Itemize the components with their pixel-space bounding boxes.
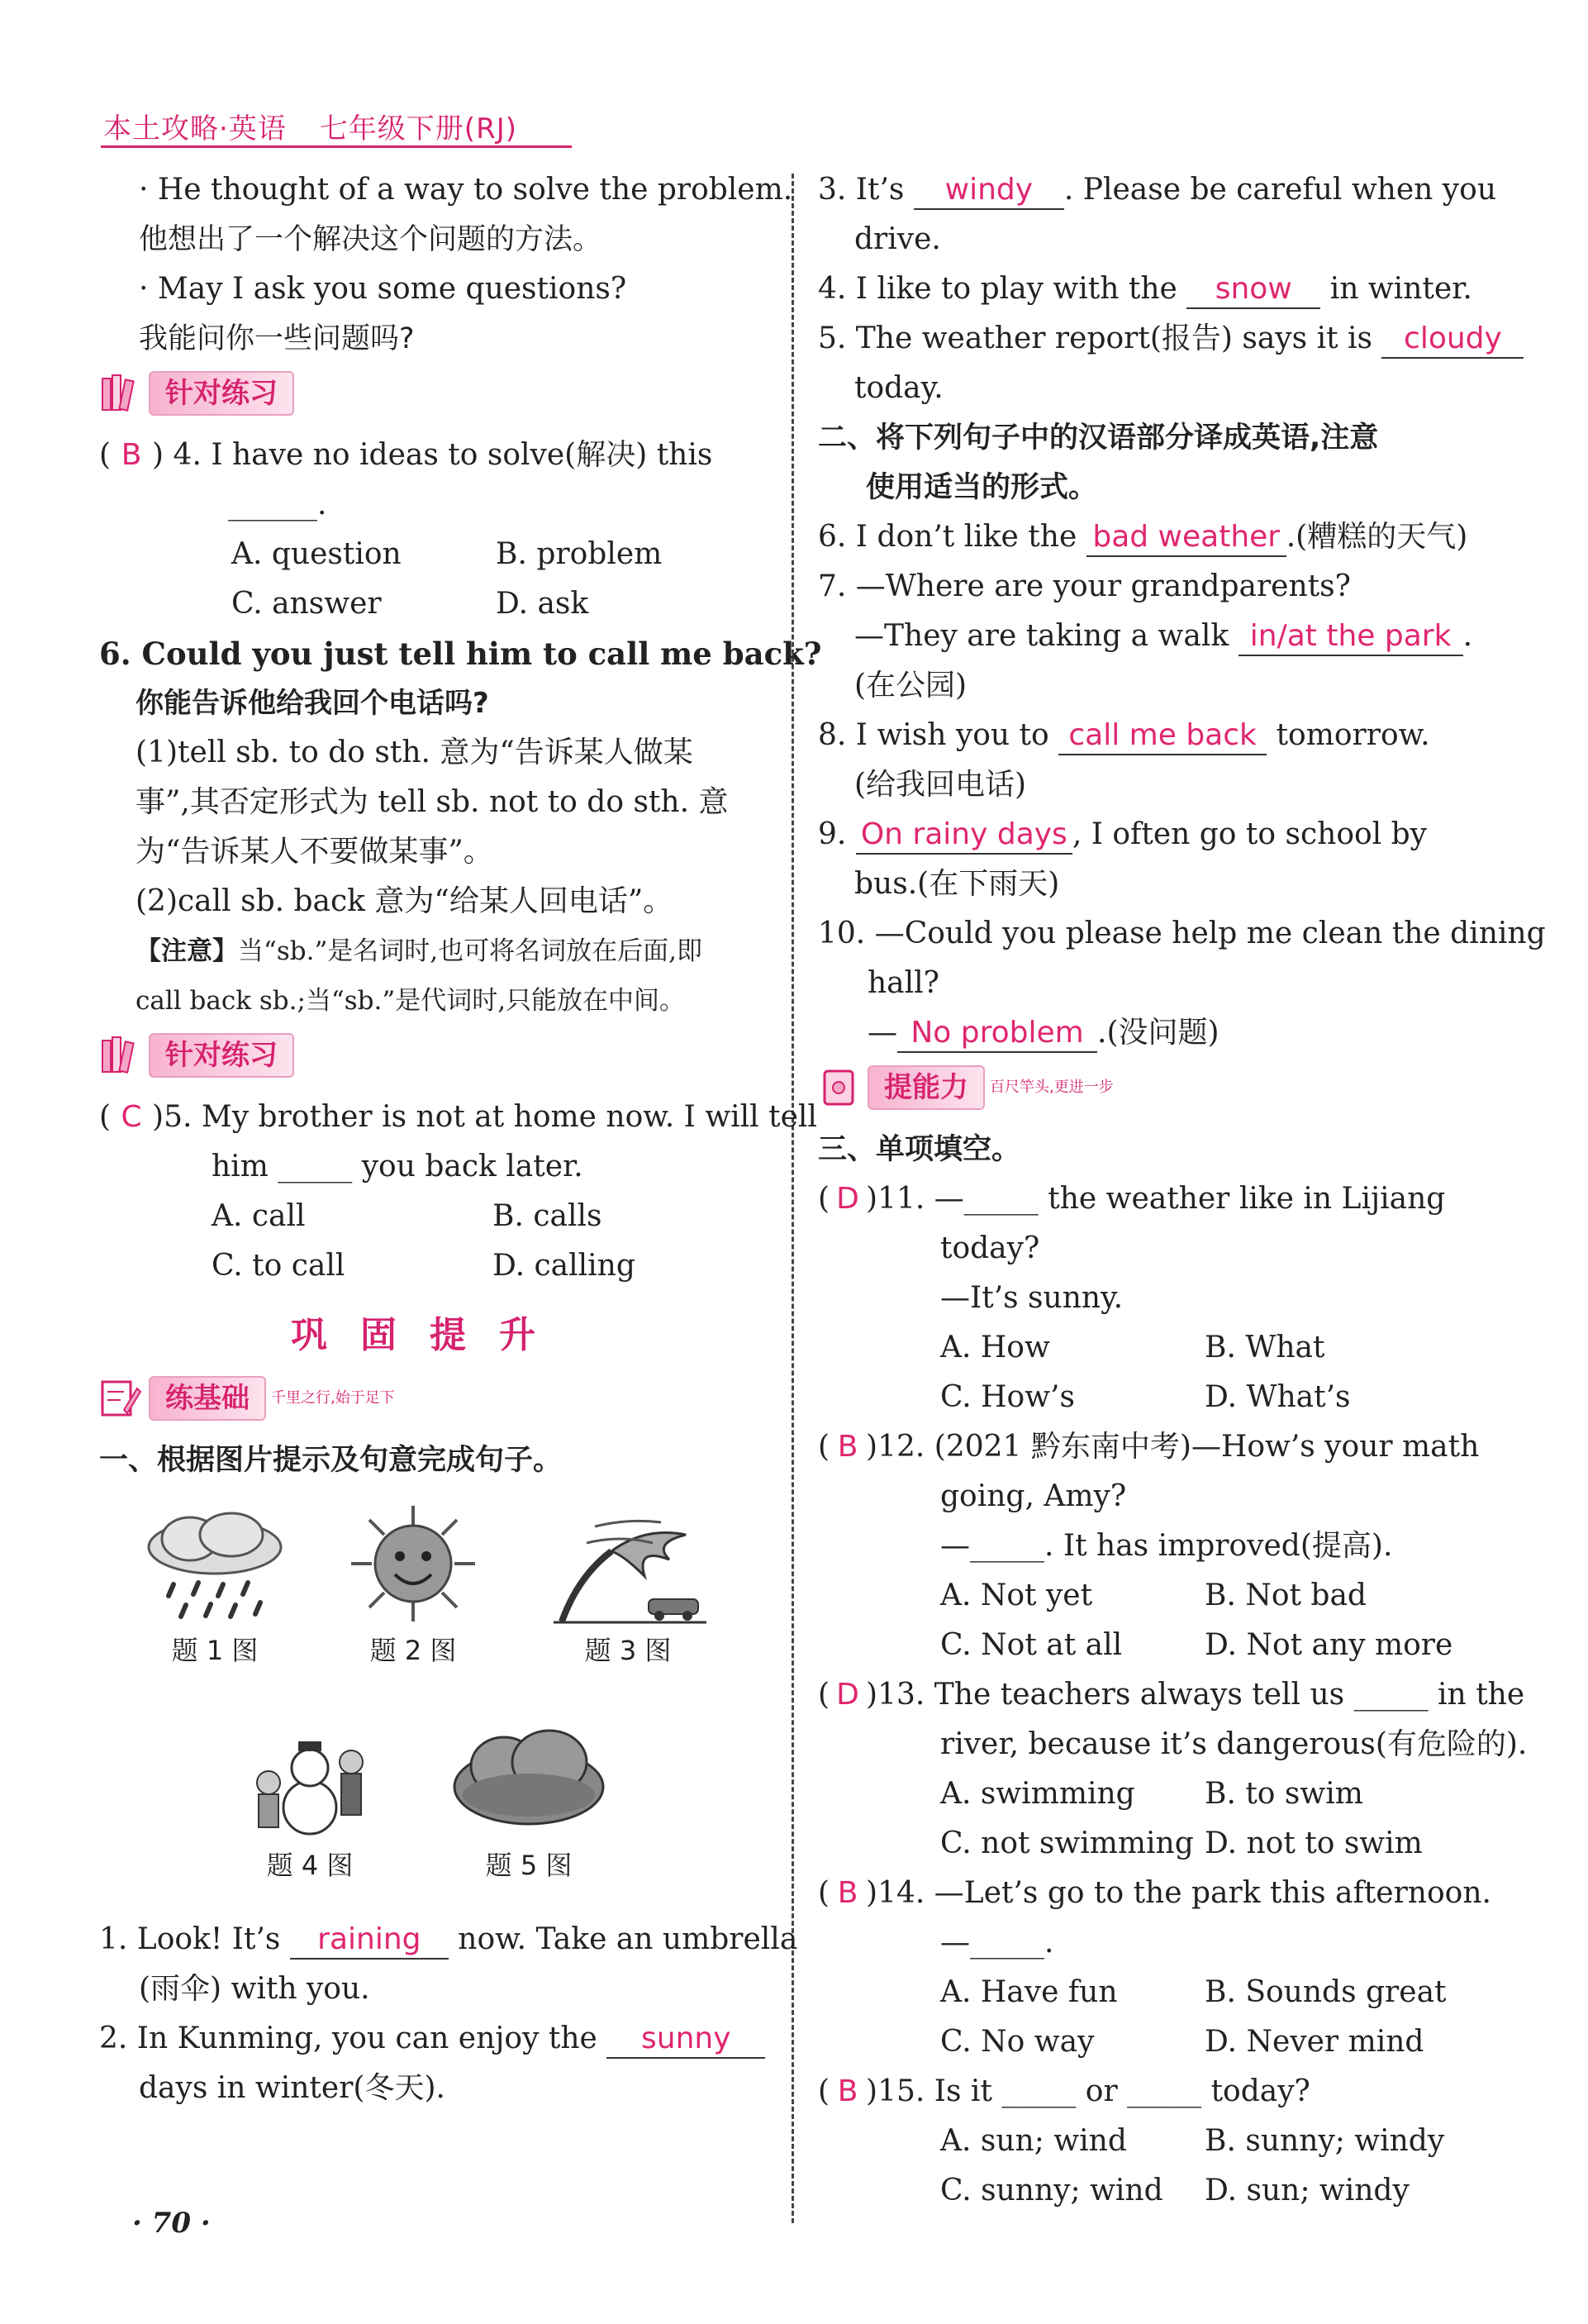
q11-line2: today? [940, 1231, 1040, 1265]
series-title: 本土攻略·英语 [103, 112, 287, 145]
q5-option-b[interactable]: B. calls [492, 1199, 602, 1233]
s2-answer[interactable]: sunny [606, 2021, 765, 2059]
s9-prefix: 9. [818, 817, 847, 851]
q4-option-a[interactable]: A. question [231, 537, 402, 571]
right-column [818, 165, 1546, 2216]
q11-option-d[interactable]: D. What’s [1205, 1380, 1351, 1414]
point-6-line4: (2)call sb. back 意为“给某人回电话”。 [136, 884, 673, 918]
q14-option-b[interactable]: B. Sounds great [1205, 1975, 1447, 2009]
q14-text: )14. —Let’s go to the park this afternoon. [866, 1876, 1491, 1910]
q13-text: )13. The teachers always tell us _____ in the [866, 1678, 1525, 1712]
q5-line2: him _____ you back later. [212, 1150, 583, 1183]
sentence-1 [99, 1915, 798, 1964]
q4-option-d[interactable]: D. ask [496, 587, 589, 621]
sentence-7-cn: (在公园) [854, 669, 968, 702]
q11-text: )11. —_____ the weather like in Lijiang [866, 1182, 1446, 1216]
s9-answer[interactable]: On rainy days [856, 817, 1072, 855]
s10-suffix: .(没问题) [1097, 1016, 1220, 1050]
page-header [103, 106, 517, 146]
q13-options-row1 [818, 1769, 1479, 1819]
header-underline [101, 145, 572, 148]
practice-badge-2 [99, 1032, 294, 1079]
sentence-2 [99, 2014, 760, 2064]
ability-subtitle: 百尺竿头,更进一步 [990, 1079, 1114, 1096]
q13-line2: river, because it’s dangerous(有危险的). [940, 1727, 1528, 1761]
s1-suffix: now. Take an umbrella [458, 1922, 798, 1956]
q12-option-a[interactable]: A. Not yet [940, 1579, 1093, 1612]
q4-options-row2 [99, 579, 760, 629]
s1-prefix: 1. Look! It’s [99, 1922, 281, 1956]
s6-prefix: 6. I don’t like the [818, 520, 1077, 554]
q14-options-row1 [818, 1968, 1479, 2017]
point-6-line2: 事”,其否定形式为 tell sb. not to do sth. 意 [136, 785, 729, 819]
sentence-10: 10. —Could you please help me clean the dining [818, 917, 1546, 950]
q5-text: )5. My brother is not at home now. I will tell [152, 1100, 817, 1134]
q15-option-c[interactable]: C. sunny; wind [940, 2174, 1163, 2207]
scroll-icon [818, 1066, 861, 1109]
sentence-5-cont: today. [854, 371, 944, 405]
s7-answer[interactable]: in/at the park [1239, 618, 1463, 656]
example-1-en: · He thought of a way to solve the problem. [139, 173, 793, 207]
left-column [99, 165, 822, 2113]
q12-option-d[interactable]: D. Not any more [1205, 1628, 1453, 1662]
s9-suffix: , I often go to school by [1072, 817, 1428, 851]
q12-line2: going, Amy? [940, 1479, 1127, 1513]
section-title: 巩固提升 [291, 1314, 568, 1356]
q11-option-c[interactable]: C. How’s [940, 1380, 1075, 1414]
sentence-1-cont: (雨伞) with you. [139, 1972, 370, 2006]
q11-line3: —It’s sunny. [940, 1281, 1124, 1315]
s8-prefix: 8. I wish you to [818, 718, 1049, 752]
sentence-3 [818, 165, 1497, 215]
q14-options-row2 [818, 2017, 1479, 2067]
q4-tail: ______. [228, 488, 327, 521]
ability-label: 提能力 [868, 1065, 985, 1110]
q12-answer: B [837, 1430, 858, 1464]
q13-options-row2 [818, 1819, 1479, 1869]
book-title: 七年级下册(RJ) [319, 112, 517, 145]
note-line2: call back sb.;当“sb.”是代词时,只能放在中间。 [136, 986, 686, 1016]
q13-option-b[interactable]: B. to swim [1205, 1777, 1363, 1811]
s8-suffix: tomorrow. [1276, 718, 1430, 752]
question-14: ( B )14. —Let’s go to the park this afternoon. [818, 1869, 1479, 1918]
q12-options-row1 [818, 1571, 1479, 1621]
question-13: ( D )13. The teachers always tell us _____ in the [818, 1670, 1479, 1720]
basics-subtitle: 千里之行,始于足下 [271, 1389, 395, 1407]
books-icon [99, 372, 142, 415]
s6-suffix: .(糟糕的天气) [1286, 520, 1468, 554]
question-11: ( D )11. —_____ the weather like in Lijiang [818, 1174, 1479, 1224]
q13-option-c[interactable]: C. not swimming [940, 1826, 1194, 1860]
sentence-9-cont: bus.(在下雨天) [854, 867, 1060, 901]
basics-label: 练基础 [149, 1376, 266, 1421]
q15-answer: B [837, 2074, 858, 2108]
s1-answer[interactable]: raining [290, 1922, 449, 1960]
note-label: 【注意】 [136, 936, 238, 966]
sentence-4 [818, 264, 1479, 314]
q4-options-row1 [99, 530, 760, 579]
question-5: ( C )5. My brother is not at home now. I will tell [99, 1093, 760, 1142]
q4-answer: B [121, 438, 142, 472]
q14-answer: B [837, 1876, 858, 1910]
q14-line2: —_____. [940, 1926, 1054, 1960]
q11-option-a[interactable]: A. How [940, 1331, 1050, 1364]
sun-icon [347, 1502, 479, 1626]
pencil-note-icon [99, 1377, 142, 1420]
question-4: ( B ) 4. I have no ideas to solve(解决) this [99, 431, 760, 480]
point-6-title: 6. Could you just tell him to call me back? [99, 636, 822, 672]
q12-line3: —_____. It has improved(提高). [940, 1529, 1393, 1563]
s4-answer[interactable]: snow [1186, 271, 1320, 309]
question-15: ( B )15. Is it _____ or _____ today? [818, 2067, 1479, 2117]
q15-options-row1 [818, 2117, 1479, 2166]
books-icon [99, 1034, 142, 1077]
s5-prefix: 5. The weather report(报告) says it is [818, 321, 1372, 355]
sentence-7: 7. —Where are your grandparents? [818, 569, 1351, 603]
q12-text: )12. (2021 黔东南中考)—How’s your math [866, 1430, 1480, 1464]
s2-prefix: 2. In Kunming, you can enjoy the [99, 2022, 597, 2055]
q15-option-b[interactable]: B. sunny; windy [1205, 2124, 1445, 2158]
s8-answer[interactable]: call me back [1058, 717, 1267, 755]
s3-suffix: . Please be careful when you [1063, 173, 1497, 207]
s7-period: . [1462, 619, 1473, 653]
snowman-kids-icon [244, 1717, 376, 1841]
figure-2 [347, 1502, 479, 1675]
q12-options-row2 [818, 1621, 1479, 1670]
cloud-icon [446, 1717, 611, 1841]
sentence-10-c [818, 1008, 1479, 1058]
note-line1 [99, 926, 760, 976]
figure-3-caption: 题 3 图 [584, 1635, 672, 1666]
sentence-7-b [818, 612, 1479, 661]
q15-option-a[interactable]: A. sun; wind [940, 2124, 1127, 2158]
figure-2-caption: 题 2 图 [369, 1635, 457, 1666]
q14-option-a[interactable]: A. Have fun [940, 1975, 1118, 2009]
page-number: · 70 · [132, 2207, 211, 2240]
column-divider [792, 174, 794, 2223]
q5-option-a[interactable]: A. call [212, 1199, 306, 1233]
basics-badge [99, 1375, 395, 1422]
q13-option-d[interactable]: D. not to swim [1205, 1826, 1423, 1860]
q12-option-b[interactable]: B. Not bad [1205, 1579, 1367, 1612]
q12-option-c[interactable]: C. Not at all [940, 1628, 1123, 1662]
windy-tree-icon [545, 1510, 711, 1626]
ability-badge [818, 1064, 1114, 1111]
q5-option-d[interactable]: D. calling [492, 1249, 635, 1283]
q13-answer: D [836, 1678, 859, 1712]
sentence-2-cont: days in winter(冬天). [139, 2071, 445, 2105]
q11-options-row2 [818, 1373, 1479, 1422]
note-text-1: 当“sb.”是名词时,也可将名词放在后面,即 [238, 936, 703, 966]
practice-label-2: 针对练习 [149, 1033, 294, 1078]
figure-1 [140, 1510, 289, 1675]
practice-badge-1 [99, 370, 294, 417]
q5-options-row2 [99, 1241, 760, 1291]
picture-prompts [99, 1485, 760, 1915]
q5-option-c[interactable]: C. to call [212, 1249, 345, 1283]
q4-option-b[interactable]: B. problem [496, 537, 663, 571]
q15-text: )15. Is it _____ or _____ today? [866, 2074, 1310, 2108]
s4-suffix: in winter. [1329, 272, 1472, 306]
q5-options-row1 [99, 1192, 760, 1241]
figure-4 [244, 1717, 376, 1890]
practice-label: 针对练习 [149, 371, 294, 416]
part-1-title: 一、根据图片提示及句意完成句子。 [99, 1444, 563, 1477]
example-2-en: · May I ask you some questions? [139, 272, 627, 306]
q5-answer: C [121, 1100, 142, 1134]
q11-option-b[interactable]: B. What [1205, 1331, 1325, 1364]
point-6-cn: 你能告诉他给我回个电话吗? [136, 687, 489, 720]
s3-prefix: 3. It’s [818, 173, 905, 207]
s6-answer[interactable]: bad weather [1086, 519, 1286, 557]
figure-3 [545, 1510, 711, 1675]
example-2-cn: 我能问你一些问题吗? [139, 322, 415, 355]
sentence-3-cont: drive. [854, 222, 941, 256]
s4-prefix: 4. I like to play with the [818, 272, 1177, 306]
s10-dash: — [868, 1016, 897, 1050]
question-12: ( B )12. (2021 黔东南中考)—How’s your math [818, 1422, 1479, 1472]
sentence-5 [818, 314, 1502, 364]
s3-answer[interactable]: windy [914, 172, 1064, 210]
sentence-10-b: hall? [868, 966, 939, 1000]
sentence-8-cn: (给我回电话) [854, 768, 1027, 802]
q11-options-row1 [818, 1323, 1479, 1373]
s7-prefix: —They are taking a walk [854, 619, 1229, 653]
q15-option-d[interactable]: D. sun; windy [1205, 2174, 1410, 2207]
figure-4-caption: 题 4 图 [266, 1850, 354, 1881]
sentence-9 [818, 810, 1479, 860]
sentence-6 [818, 512, 1479, 562]
part-3-title: 三、单项填空。 [818, 1133, 1021, 1166]
s10-answer[interactable]: No problem [897, 1015, 1097, 1053]
s5-answer[interactable]: cloudy [1381, 321, 1524, 359]
q14-option-d[interactable]: D. Never mind [1205, 2025, 1424, 2059]
q11-answer: D [836, 1182, 859, 1216]
q4-text: ) 4. I have no ideas to solve(解决) this [152, 438, 713, 472]
figure-1-caption: 题 1 图 [171, 1635, 259, 1666]
figure-5 [446, 1717, 611, 1890]
part-2-title-line2: 使用适当的形式。 [866, 471, 1098, 504]
sentence-8 [818, 711, 1479, 760]
q13-option-a[interactable]: A. swimming [940, 1777, 1135, 1811]
point-6-line1: (1)tell sb. to do sth. 意为“告诉某人做某 [136, 736, 693, 769]
part-2-title-line1: 二、将下列句子中的汉语部分译成英语,注意 [818, 421, 1379, 455]
q14-option-c[interactable]: C. No way [940, 2025, 1095, 2059]
point-6-line3: 为“告诉某人不要做某事”。 [136, 835, 493, 869]
q15-options-row2 [818, 2166, 1479, 2216]
example-1-cn: 他想出了一个解决这个问题的方法。 [139, 223, 602, 256]
figure-5-caption: 题 5 图 [485, 1850, 573, 1881]
rain-cloud-icon [140, 1510, 289, 1626]
q4-option-c[interactable]: C. answer [231, 587, 382, 621]
